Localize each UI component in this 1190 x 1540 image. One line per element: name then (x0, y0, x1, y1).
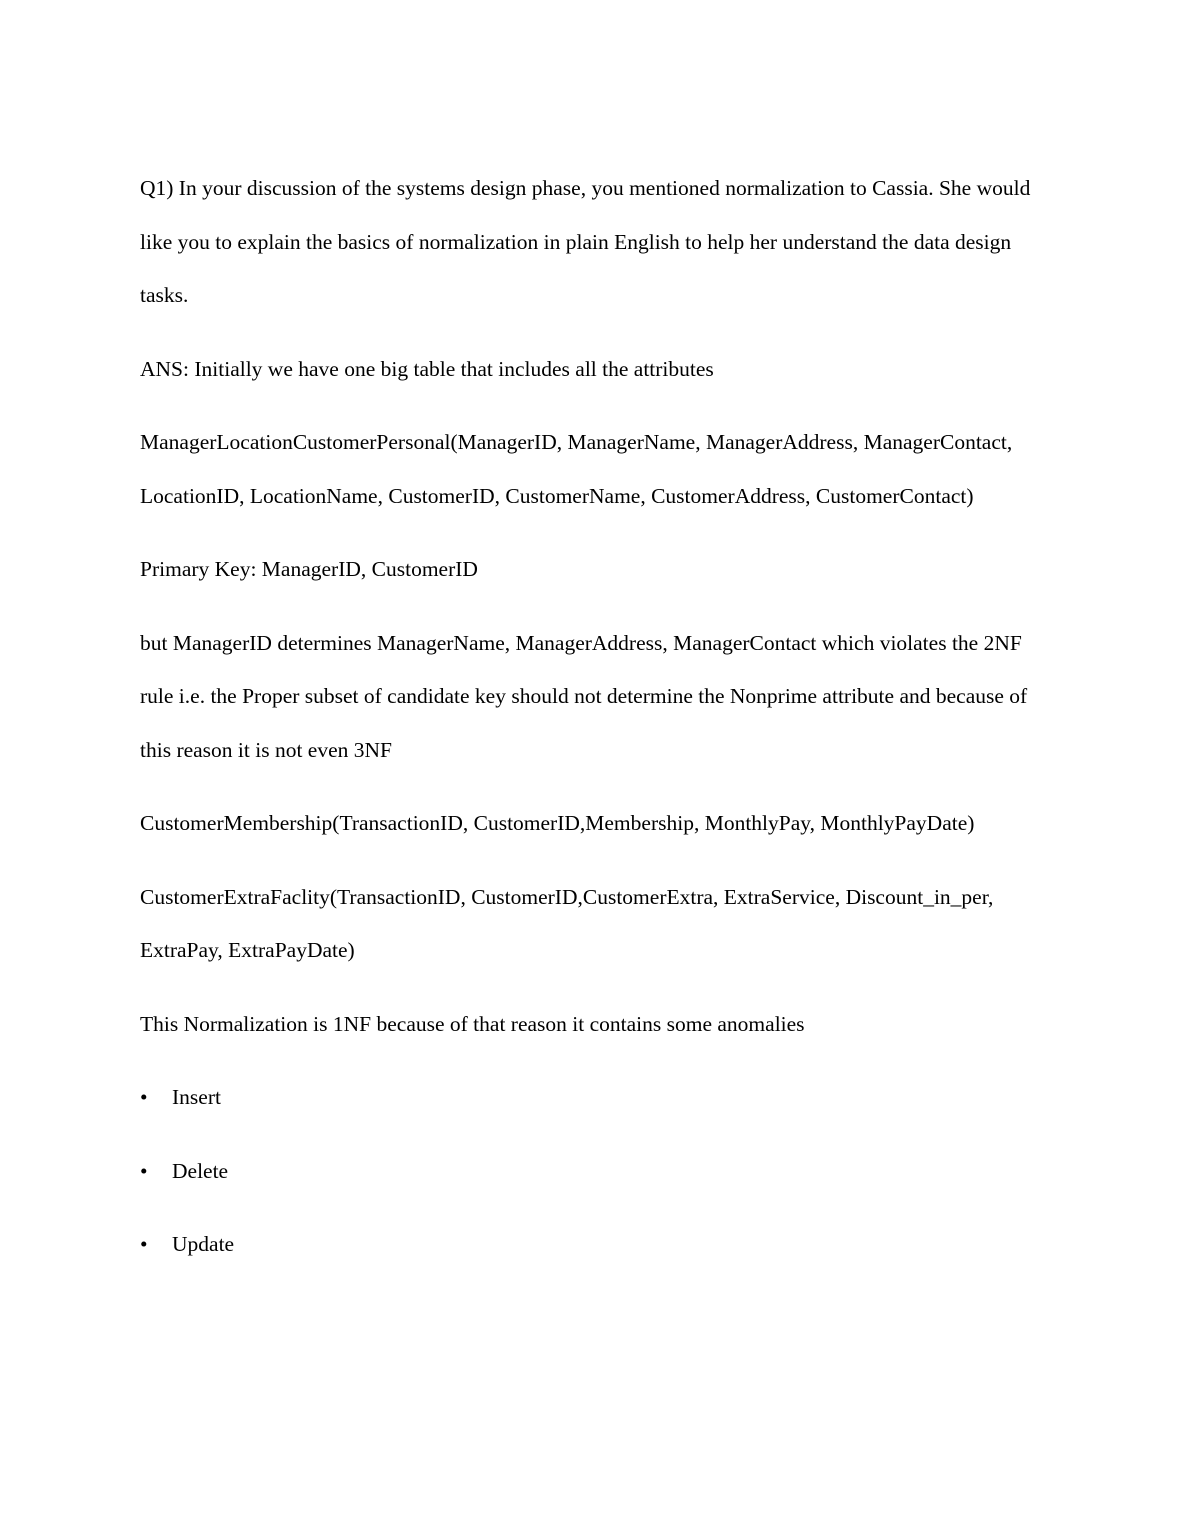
answer-intro: ANS: Initially we have one big table that includes all the attributes (140, 356, 714, 381)
question-paragraph: Q1) In your discussion of the systems design phase, you mentioned normalization to Cassia. She would like you to explain the basics of normalization in plain English to help her understand the data design tasks. (140, 176, 1031, 307)
list-item-label: Delete (172, 1158, 229, 1183)
list-item-insert (140, 1071, 1055, 1125)
list-item-update (140, 1218, 1055, 1272)
list-item-delete (140, 1145, 1055, 1199)
bullet-icon: • (140, 1232, 148, 1256)
big-table-schema: ManagerLocationCustomerPersonal(ManagerID, ManagerName, ManagerAddress, ManagerContact, LocationID, LocationName, CustomerID, CustomerName, CustomerAddress, CustomerContact) (140, 430, 1013, 508)
customer-membership-schema: CustomerMembership(TransactionID, CustomerID,Membership, MonthlyPay, MonthlyPayDate) (140, 811, 975, 835)
primary-key-line: Primary Key: ManagerID, CustomerID (140, 557, 478, 581)
2nf-violation-explanation: but ManagerID determines ManagerName, ManagerAddress, ManagerContact which violates the 2NF rule i.e. the Proper subset of candidate key should not determine the Nonprime attribute and because of this reason it is not even 3NF (140, 630, 1028, 762)
bullet-icon: • (140, 1158, 148, 1183)
document-body (140, 162, 1055, 1292)
anomalies-intro: This Normalization is 1NF because of that reason it contains some anomalies (140, 1011, 805, 1036)
list-item-label: Update (172, 1232, 235, 1256)
list-item-label: Insert (172, 1085, 221, 1109)
customer-extra-facility-schema: CustomerExtraFaclity(TransactionID, CustomerID,CustomerExtra, ExtraService, Discount_in_per, ExtraPay, ExtraPayDate) (140, 884, 994, 962)
bullet-icon: • (140, 1085, 148, 1109)
